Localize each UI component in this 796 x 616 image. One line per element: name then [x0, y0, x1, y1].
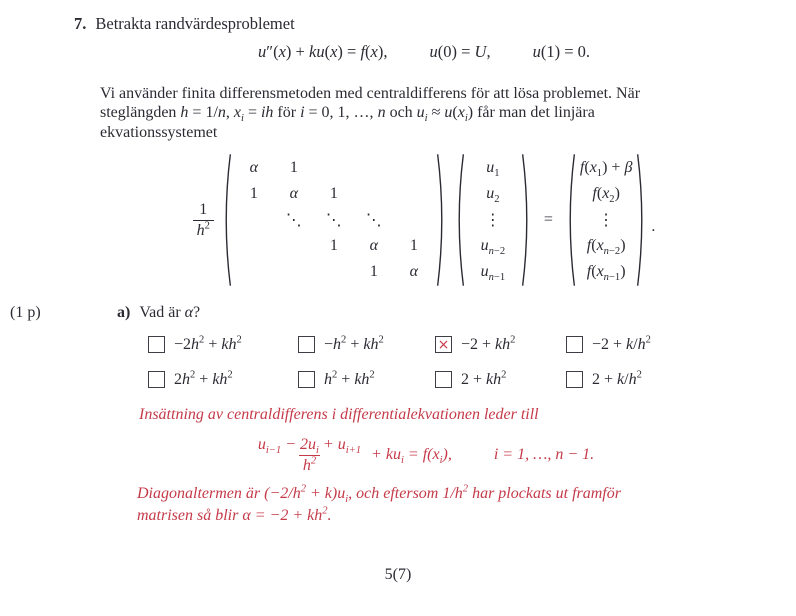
solution-condition: i = 1, …, n − 1.: [493, 446, 595, 463]
vector-cell: $u_{n-1}$: [480, 263, 506, 284]
matrix-prefix-fraction: [193, 201, 214, 240]
solution-paragraph-line-1: Diagonaltermen är $(-2/h^2 + k)u_i$, och eftersom $1/h^2$ har plockats ut framför: [137, 483, 621, 506]
matrix-cell: α: [409, 263, 419, 280]
vector-cell: $f(x_{n-2})$: [586, 237, 626, 258]
problem-number: 7.: [74, 14, 87, 33]
option-checkbox[interactable]: [148, 336, 165, 353]
option-checkbox[interactable]: [298, 336, 315, 353]
vector-cell: $u_2$: [486, 185, 500, 206]
solution-paragraph-line-2: matrisen så blir $\alpha = -2 + kh^2$.: [137, 505, 332, 524]
coefficient-matrix: [234, 155, 434, 285]
rhs-vector: [580, 155, 633, 285]
matrix-cell: ⋱: [325, 212, 342, 229]
option-checkbox[interactable]: [566, 336, 583, 353]
option-label: $-2 + kh^2$: [461, 334, 516, 353]
ode-equation: u″(x) + ku(x) = f(x),: [257, 42, 388, 61]
right-paren-icon: [436, 153, 447, 287]
solution-equation: [100, 431, 748, 479]
answer-option[interactable]: [435, 368, 566, 391]
option-checkbox[interactable]: [566, 371, 583, 388]
option-label: $-h^2 + kh^2$: [324, 334, 384, 353]
trailing-period: .: [651, 218, 656, 235]
fraction-numerator: $u_{i-1} - 2u_i + u_{i+1}$: [257, 435, 362, 456]
check-x-icon: ×: [437, 336, 450, 353]
boundary-condition-right: u(1) = 0.: [532, 42, 591, 61]
solution-equation-rest: + $ku_i = f(x_i)$,: [371, 446, 452, 467]
points-label: (1 p): [10, 304, 41, 321]
subquestion: [117, 304, 200, 322]
right-paren-icon: [521, 153, 532, 287]
matrix-cell: 1: [249, 185, 258, 202]
option-label: $2 + kh^2$: [461, 369, 507, 388]
paragraph-line-2: steglängden h = 1/n, $x_i$ = ih för i = 0, 1, …, n och $u_i \approx u(x_i)$ får man det linjära: [100, 104, 595, 125]
answer-option[interactable]: [435, 333, 566, 356]
u-vector: [469, 155, 517, 285]
matrix-cell: α: [289, 185, 299, 202]
option-label: $-2h^2 + kh^2$: [174, 334, 242, 353]
vector-cell: $f(x_1) + \beta$: [579, 159, 633, 180]
left-paren-icon: [454, 153, 465, 287]
matrix-cell: 1: [289, 159, 298, 176]
problem-title: Betrakta randvärdesproblemet: [95, 14, 295, 33]
answer-option[interactable]: [148, 368, 298, 391]
option-checkbox[interactable]: [148, 371, 165, 388]
left-paren-icon: [565, 153, 576, 287]
right-paren-icon: [636, 153, 647, 287]
option-label: $-2 + k/h^2$: [592, 334, 651, 353]
vector-cell: ⋮: [598, 212, 615, 229]
paragraph-line-3: ekvationssystemet: [100, 123, 218, 141]
options-grid: [148, 333, 716, 391]
matrix-equation: [100, 150, 748, 290]
matrix-cell: 1: [329, 185, 338, 202]
fraction-numerator: 1: [199, 200, 208, 218]
vector-cell: $u_1$: [486, 159, 500, 180]
solution-paragraph: [137, 483, 749, 526]
fraction-denominator: $h^2$: [193, 220, 214, 240]
equals-sign: =: [543, 211, 553, 228]
matrix-cell: 1: [409, 237, 418, 254]
problem-header: [74, 14, 295, 34]
matrix-cell: 1: [369, 263, 378, 280]
intro-paragraph: [100, 84, 750, 142]
bvp-equation: [100, 42, 748, 62]
solution-intro: Insättning av centraldifferens i differentialekvationen leder till: [139, 406, 539, 423]
paragraph-line-1: Vi använder finita differensmetoden med centraldifferens för att lösa problemet. När: [100, 85, 641, 102]
vector-cell: $u_{n-2}$: [480, 237, 506, 258]
solution-fraction: [254, 436, 365, 475]
answer-option[interactable]: [148, 333, 298, 356]
option-checkbox[interactable]: [298, 371, 315, 388]
matrix-cell: ⋱: [365, 212, 382, 229]
option-label: $2h^2 + kh^2$: [174, 369, 233, 388]
vector-cell: $f(x_2)$: [592, 185, 620, 206]
fraction-denominator: $h^2$: [299, 455, 320, 475]
page-number: 5(7): [384, 566, 412, 583]
left-paren-icon: [221, 153, 232, 287]
matrix-cell: α: [369, 237, 379, 254]
matrix-cell: ⋱: [285, 212, 302, 229]
question-text: Vad är α?: [139, 304, 201, 321]
answer-option[interactable]: [566, 368, 716, 391]
boundary-condition-left: u(0) = U,: [429, 42, 491, 61]
vector-cell: ⋮: [484, 212, 501, 229]
matrix-cell: α: [249, 159, 259, 176]
option-checkbox[interactable]: [435, 371, 452, 388]
option-label: $2 + k/h^2$: [592, 369, 642, 388]
option-label: $h^2 + kh^2$: [324, 369, 375, 388]
option-checkbox[interactable]: [435, 336, 452, 353]
subquestion-label: a): [117, 304, 131, 321]
answer-option[interactable]: [298, 333, 435, 356]
answer-option[interactable]: [566, 333, 716, 356]
answer-option[interactable]: [298, 368, 435, 391]
vector-cell: $f(x_{n-1})$: [586, 263, 626, 284]
matrix-cell: 1: [329, 237, 338, 254]
